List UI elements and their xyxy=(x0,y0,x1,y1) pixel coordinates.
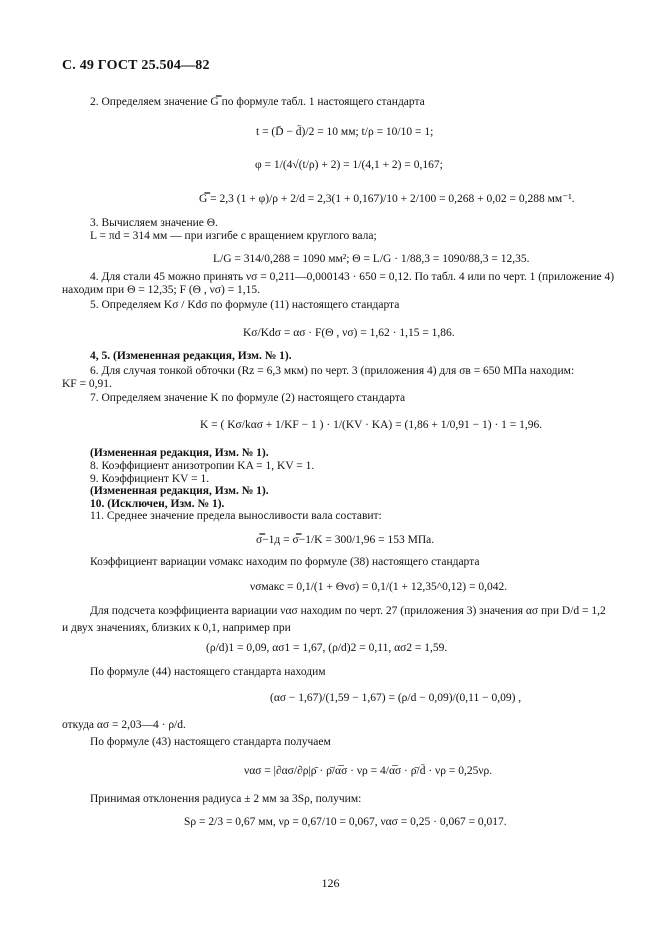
text-line: Kσ/Kdσ = ασ · F(Θ , νσ) = 1,62 · 1,15 = 1,86. xyxy=(243,327,455,339)
text-line: Sρ = 2/3 = 0,67 мм, νρ = 0,67/10 = 0,067, νασ = 0,25 · 0,067 = 0,017. xyxy=(184,816,507,828)
text-line: (ασ − 1,67)/(1,59 − 1,67) = (ρ/d − 0,09)/(0,11 − 0,09) , xyxy=(270,692,522,704)
text-line: откуда ασ = 2,03—4 · ρ/d. xyxy=(62,719,186,731)
text-line: 8. Коэффициент анизотропии KA = 1, KV = 1. xyxy=(90,460,315,472)
text-line: L/G = 314/0,288 = 1090 мм²; Θ = L/G · 1/88,3 = 1090/88,3 = 12,35. xyxy=(213,253,530,265)
text-line: 4, 5. (Измененная редакция, Изм. № 1). xyxy=(90,350,292,362)
text-line: 11. Среднее значение предела выносливости вала составит: xyxy=(90,510,382,522)
text-line: νσмакс = 0,1/(1 + Θνσ) = 0,1/(1 + 12,35^0,12) = 0,042. xyxy=(250,581,508,593)
text-line: 9. Коэффициент KV = 1. xyxy=(90,473,210,485)
text-line: t = (D̄ − d̄)/2 = 10 мм; t/ρ = 10/10 = 1; xyxy=(256,126,434,138)
text-line: 10. (Исключен, Изм. № 1). xyxy=(90,498,225,510)
text-line: (Измененная редакция, Изм. № 1). xyxy=(90,447,269,459)
text-line: По формуле (44) настоящего стандарта находим xyxy=(90,666,326,678)
text-line: 2. Определяем значение G̿ по формуле табл. 1 настоящего стандарта xyxy=(90,96,425,108)
text-line: νασ = |∂ασ/∂ρ|ρ̄ · ρ̄/α̅σ · νρ = 4/α̅σ · ρ̄/d̄ · νρ = 0,25νρ. xyxy=(244,765,493,777)
text-line: K = ( Kσ/kασ + 1/KF − 1 ) · 1/(KV · KA) = (1,86 + 1/0,91 − 1) · 1 = 1,96. xyxy=(200,419,543,431)
page-header: С. 49 ГОСТ 25.504—82 xyxy=(62,58,210,73)
page-number: 126 xyxy=(321,876,340,890)
text-line: L = πd = 314 мм — при изгибе с вращением круглого вала; xyxy=(90,230,377,242)
text-line: (Измененная редакция, Изм. № 1). xyxy=(90,485,269,497)
text-line: 6. Для случая тонкой обточки (Rz = 6,3 мкм) по черт. 3 (приложения 4) для σв = 650 МПа находим: xyxy=(90,365,575,377)
text-line: (ρ/d)1 = 0,09, ασ1 = 1,67, (ρ/d)2 = 0,11, ασ2 = 1,59. xyxy=(206,642,448,654)
text-line: σ̿−1д = σ̿−1/K = 300/1,96 = 153 МПа. xyxy=(256,534,435,546)
text-line: KF = 0,91. xyxy=(62,378,112,390)
text-line: Принимая отклонения радиуса ± 2 мм за 3Sρ, получим: xyxy=(90,793,362,805)
text-line: Для подсчета коэффициента вариации νασ находим по черт. 27 (приложения 3) значения ασ при D/d = 1,2 xyxy=(90,605,606,617)
text-line: 3. Вычисляем значение Θ. xyxy=(90,217,218,229)
text-line: находим при Θ = 12,35; F (Θ , νσ) = 1,15. xyxy=(62,284,261,296)
text-line: 5. Определяем Kσ / Kdσ по формуле (11) настоящего стандарта xyxy=(90,299,400,311)
text-line: По формуле (43) настоящего стандарта получаем xyxy=(90,736,331,748)
text-line: φ = 1/(4√(t/ρ) + 2) = 1/(4,1 + 2) = 0,167; xyxy=(255,159,443,171)
text-line: 4. Для стали 45 можно принять νσ = 0,211—0,000143 · 650 = 0,12. По табл. 4 или по черт. 1 (приложение 4) xyxy=(90,271,615,283)
text-line: 7. Определяем значение K по формуле (2) настоящего стандарта xyxy=(90,392,406,404)
text-line: Коэффициент вариации νσмакс находим по формуле (38) настоящего стандарта xyxy=(90,556,480,568)
text-line: и двух значениях, близких к 0,1, например при xyxy=(62,622,291,634)
text-line: G̿ = 2,3 (1 + φ)/ρ + 2/d = 2,3(1 + 0,167)/10 + 2/100 = 0,268 + 0,02 = 0,288 мм⁻¹. xyxy=(199,193,575,205)
